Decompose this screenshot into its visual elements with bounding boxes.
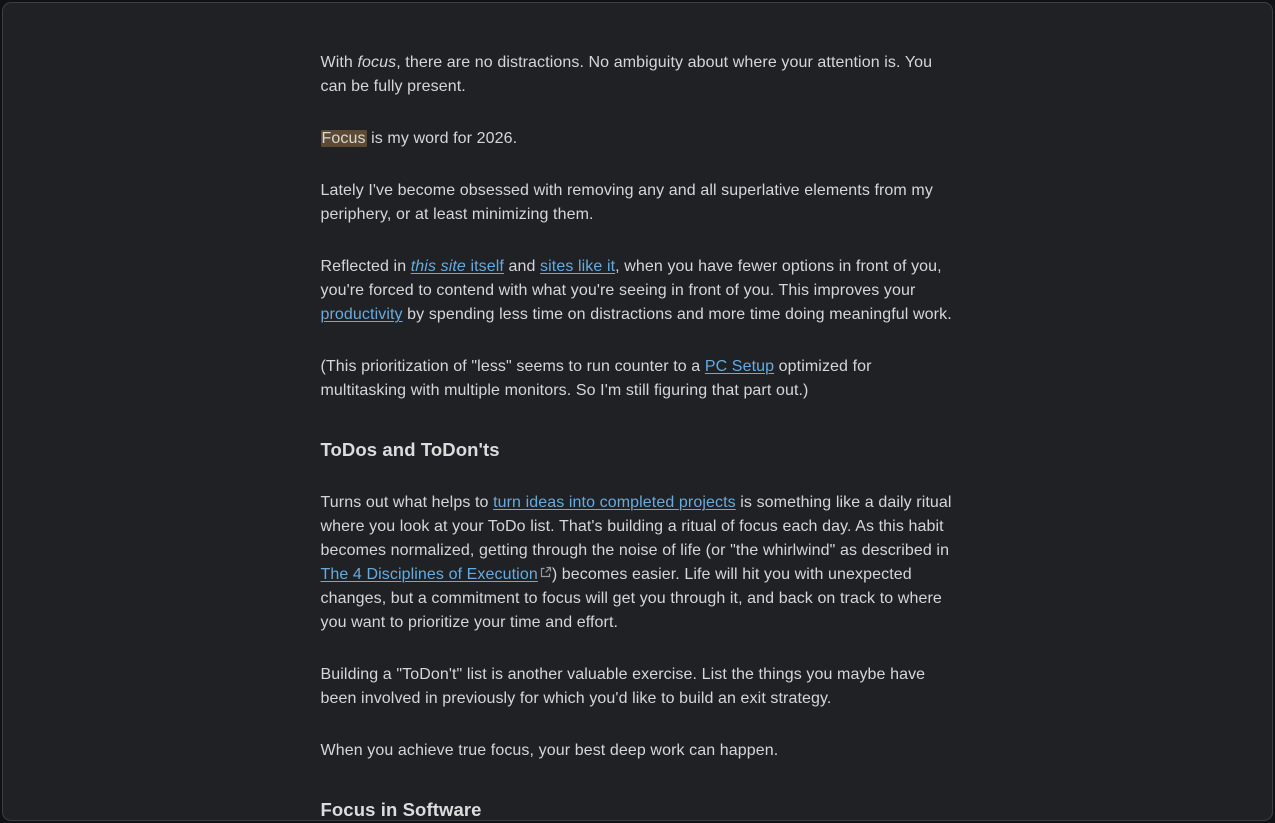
- page-window: [2, 2, 1273, 821]
- paragraph: [321, 491, 955, 635]
- inline-link-external[interactable]: The 4 Disciplines of Execution: [321, 566, 552, 583]
- text-run: Building a "ToDon't" list is another valuable exercise. List the things you maybe have been involved in previously for which you'd like to build an exit strategy.: [320, 666, 926, 707]
- article-content: [321, 3, 955, 823]
- italic-text: this site: [410, 258, 466, 275]
- paragraph: [321, 355, 955, 403]
- external-link-icon: [540, 566, 552, 578]
- text-run: , when you have fewer options in front of you, you're forced to contend with what you're seeing in front of you. This improves your: [320, 258, 942, 299]
- text-run: optimized for multitasking with multiple monitors. So I'm still figuring that part out.): [320, 358, 872, 399]
- paragraph: [321, 127, 955, 151]
- text-run: Turns out what helps to: [320, 494, 494, 511]
- italic-text: focus: [357, 54, 397, 71]
- text-run: Lately I've become obsessed with removing any and all superlative elements from my periphery, or at least minimizing them.: [320, 182, 933, 223]
- text-run: ) becomes easier. Life will hit you with unexpected changes, but a commitment to focus will get you through it, and back on track to where you want to prioritize your time and effort.: [320, 566, 942, 631]
- inline-link[interactable]: PC Setup: [704, 358, 775, 375]
- section-heading: ToDos and ToDon'ts: [320, 439, 500, 460]
- text-run: is my word for 2026.: [366, 130, 518, 147]
- inline-link[interactable]: sites like it: [540, 258, 616, 275]
- inline-link[interactable]: itself: [465, 258, 504, 275]
- paragraph: [321, 663, 955, 711]
- section-heading: Focus in Software: [320, 799, 482, 820]
- text-run: , there are no distractions. No ambiguity about where your attention is. You can be fully present.: [320, 54, 933, 95]
- inline-link[interactable]: turn ideas into completed projects: [493, 494, 736, 511]
- text-run: When you achieve true focus, your best deep work can happen.: [320, 742, 779, 759]
- inline-link[interactable]: [411, 258, 466, 275]
- highlighted-text: Focus: [321, 130, 366, 147]
- paragraph: [321, 739, 955, 763]
- text-run: Reflected in: [320, 258, 411, 275]
- paragraph: [321, 179, 955, 227]
- paragraph: [321, 51, 955, 99]
- text-run: (This prioritization of "less" seems to run counter to a: [320, 358, 705, 375]
- text-run: by spending less time on distractions and more time doing meaningful work.: [402, 306, 952, 323]
- text-run: With: [320, 54, 358, 71]
- paragraph: [321, 255, 955, 327]
- text-run: and: [503, 258, 541, 275]
- text-run: is something like a daily ritual where you look at your ToDo list. That's building a ritual of focus each day. As this habit becomes normalized, getting through the noise of life (or "the whirlwind" as described in: [320, 494, 952, 559]
- inline-link[interactable]: productivity: [320, 306, 403, 323]
